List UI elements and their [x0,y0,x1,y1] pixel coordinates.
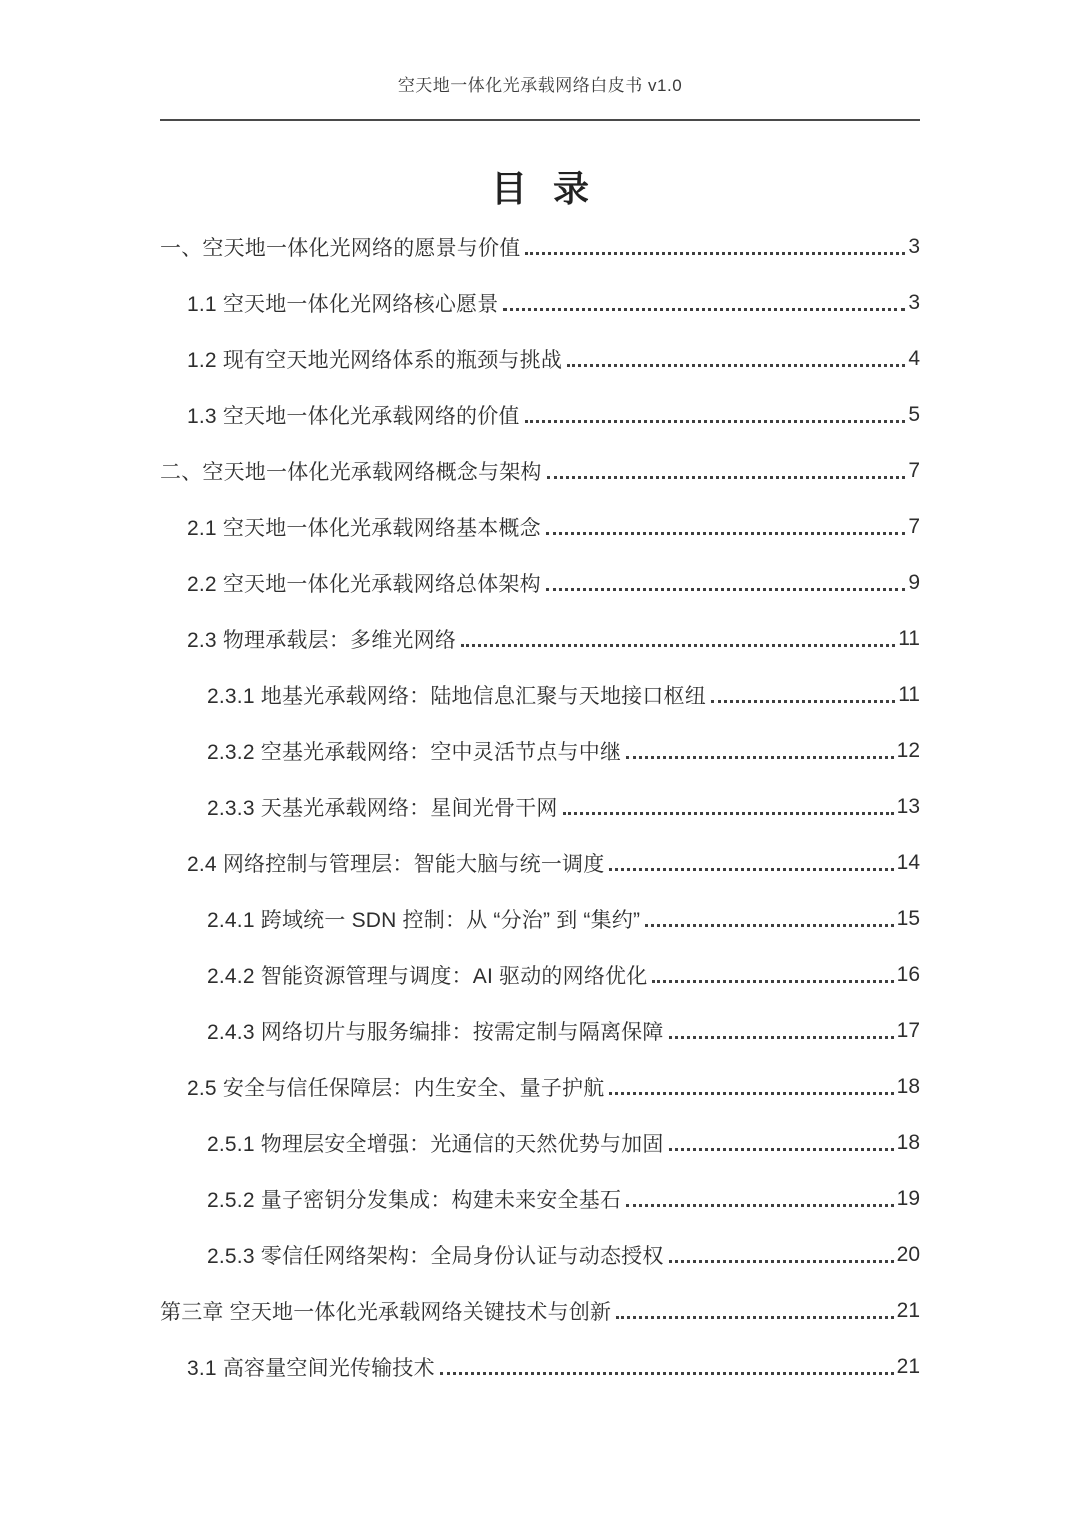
toc-entry-label: 2.5.1 物理层安全增强：光通信的天然优势与加固 [207,1132,664,1156]
toc-entry-page: 7 [908,458,920,482]
toc-entry-page: 18 [896,1074,920,1098]
document-header-title: 空天地一体化光承载网络白皮书 v1.0 [397,76,683,95]
toc-entry-page: 3 [908,234,920,258]
toc-leader-dots [609,1092,893,1095]
page-header [160,76,920,121]
toc-entry[interactable] [160,219,920,275]
toc-entry-label: 2.2 空天地一体化光承载网络总体架构 [187,572,541,596]
toc-entry[interactable] [160,1003,920,1059]
toc-leader-dots [645,924,893,927]
toc-entry-label: 2.1 空天地一体化光承载网络基本概念 [187,516,541,540]
toc-entry[interactable] [160,1227,920,1283]
toc-entry-label: 第三章 空天地一体化光承载网络关键技术与创新 [160,1300,612,1324]
toc-entry-label: 2.4.3 网络切片与服务编排：按需定制与隔离保障 [207,1020,664,1044]
toc-entry[interactable] [160,835,920,891]
toc-entry-label: 2.4 网络控制与管理层：智能大脑与统一调度 [187,852,605,876]
toc-leader-dots [440,1372,894,1375]
toc-entry-label: 2.3.3 天基光承载网络：星间光骨干网 [207,796,558,820]
toc-entry[interactable] [160,387,920,443]
toc-entry[interactable] [160,1171,920,1227]
toc-entry[interactable] [160,331,920,387]
toc-entry-page: 4 [908,346,920,370]
toc-leader-dots [669,1148,894,1151]
toc-entry-page: 11 [898,682,920,706]
toc-entry[interactable] [160,723,920,779]
toc-leader-dots [567,364,905,367]
toc-entry-label: 3.1 高容量空间光传输技术 [187,1356,435,1380]
toc-entry[interactable] [160,275,920,331]
toc-entry-page: 20 [896,1242,920,1266]
toc-entry-page: 13 [896,794,920,818]
toc-entry-label: 2.3 物理承载层：多维光网络 [187,628,457,652]
toc-entry-label: 1.3 空天地一体化光承载网络的价值 [187,404,520,428]
toc-leader-dots [616,1316,893,1319]
toc-leader-dots [525,252,905,255]
toc-entry[interactable] [160,1059,920,1115]
toc-leader-dots [563,812,894,815]
toc-leader-dots [669,1260,894,1263]
toc-leader-dots [626,1204,894,1207]
toc-entry-page: 12 [896,738,920,762]
toc-leader-dots [711,700,895,703]
toc-entry-label: 2.4.2 智能资源管理与调度：AI 驱动的网络优化 [207,964,648,988]
toc-entry-label: 2.4.1 跨域统一 SDN 控制：从 “分治” 到 “集约” [207,908,641,932]
toc-leader-dots [547,476,906,479]
toc-entry-page: 18 [896,1130,920,1154]
toc-list [160,219,920,1395]
toc-entry[interactable] [160,1339,920,1395]
toc-entry-page: 3 [908,290,920,314]
toc-entry-page: 11 [898,626,920,650]
toc-entry[interactable] [160,555,920,611]
toc-entry-label: 1.1 空天地一体化光网络核心愿景 [187,292,499,316]
toc-entry[interactable] [160,947,920,1003]
toc-leader-dots [626,756,894,759]
toc-leader-dots [546,532,905,535]
toc-leader-dots [546,588,905,591]
toc-entry[interactable] [160,611,920,667]
toc-entry-page: 16 [896,962,920,986]
toc-entry[interactable] [160,1283,920,1339]
toc-leader-dots [503,308,905,311]
toc-entry-label: 2.3.2 空基光承载网络：空中灵活节点与中继 [207,740,622,764]
toc-entry-page: 21 [896,1298,920,1322]
toc-leader-dots [652,980,893,983]
toc-entry-page: 9 [908,570,920,594]
toc-leader-dots [669,1036,894,1039]
toc-entry[interactable] [160,891,920,947]
page-title: 目 录 [490,168,597,210]
toc-entry[interactable] [160,779,920,835]
toc-entry-page: 7 [908,514,920,538]
toc-entry-page: 19 [896,1186,920,1210]
toc-entry-page: 14 [896,850,920,874]
toc-entry-label: 2.5.2 量子密钥分发集成：构建未来安全基石 [207,1188,622,1212]
toc-leader-dots [525,420,906,423]
toc-entry-label: 一、空天地一体化光网络的愿景与价值 [160,236,521,260]
toc-entry-label: 2.3.1 地基光承载网络：陆地信息汇聚与天地接口枢纽 [207,684,706,708]
toc-entry[interactable] [160,667,920,723]
toc-entry[interactable] [160,1115,920,1171]
toc-entry-label: 二、空天地一体化光承载网络概念与架构 [160,460,542,484]
toc-entry[interactable] [160,443,920,499]
toc-leader-dots [609,868,893,871]
toc-entry-label: 2.5 安全与信任保障层：内生安全、量子护航 [187,1076,605,1100]
toc-entry[interactable] [160,499,920,555]
toc-entry-label: 1.2 现有空天地光网络体系的瓶颈与挑战 [187,348,563,372]
toc-entry-page: 5 [908,402,920,426]
toc-entry-page: 17 [896,1018,920,1042]
toc-leader-dots [461,644,895,647]
header-divider [160,119,920,121]
toc-entry-page: 21 [896,1354,920,1378]
toc-entry-label: 2.5.3 零信任网络架构：全局身份认证与动态授权 [207,1244,664,1268]
toc-entry-page: 15 [896,906,920,930]
